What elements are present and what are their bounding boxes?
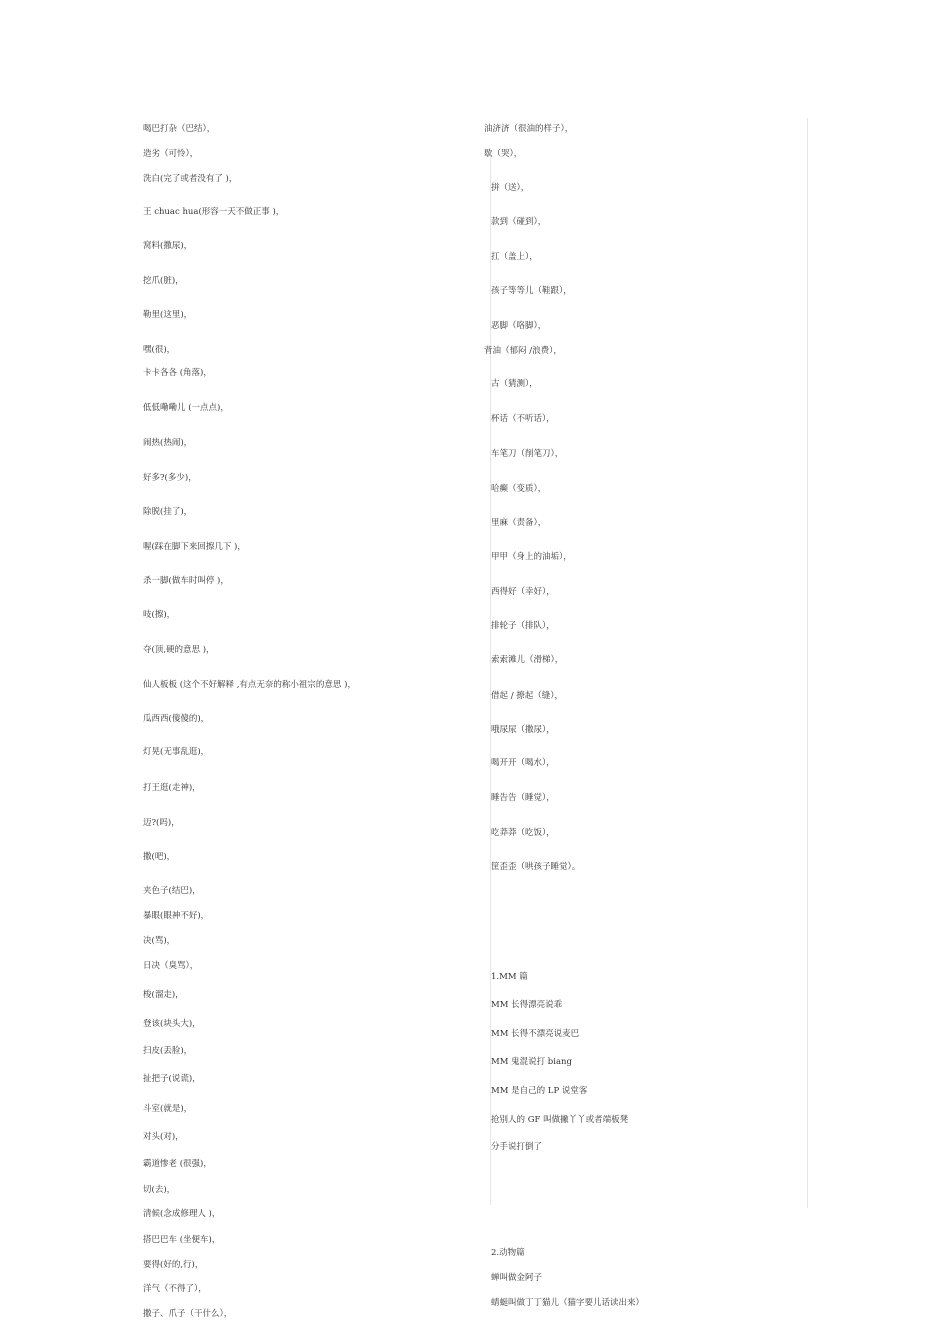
right-column-line: MM 长得漂亮说乖 xyxy=(491,1000,563,1010)
right-column-line: 甲甲（身上的油垢）， xyxy=(491,552,572,562)
left-column-line: 瓜西西(傻傻的)， xyxy=(143,714,210,724)
left-column-line: 扯把子(说谎)， xyxy=(143,1074,201,1084)
left-column-line: 暴眼(眼神不好)， xyxy=(143,911,210,921)
left-column-line: 除脱(挂了)， xyxy=(143,507,193,517)
left-column-line: 喔(踩在脚下来回擦几下 )， xyxy=(143,542,246,552)
left-column-line: 造劣（可怜）， xyxy=(143,149,199,159)
left-column-line: 撒子、爪子（干什么）， xyxy=(143,1309,233,1319)
right-column-line: 喝开开（喝水）， xyxy=(491,758,555,768)
right-column-line: 筐歪歪（哄孩子睡觉）。 xyxy=(491,862,581,872)
left-column-line: 夹色子(结巴)， xyxy=(143,886,201,896)
right-column-line: 杯话（不听话）， xyxy=(491,414,555,424)
left-column-line: 吱(擦)， xyxy=(143,610,176,620)
column-rule-right xyxy=(807,118,808,1208)
left-column-line: 切(去)， xyxy=(143,1185,176,1195)
right-column-line: 车笔刀（削笔刀）， xyxy=(491,449,564,459)
left-column-line: 夺(顶,硬的意思 )， xyxy=(143,645,215,655)
left-column-line: 仙人板板 (这个不好解释 ,有点无奈的称小祖宗的意思 )， xyxy=(143,680,356,690)
right-column-line: 哈癫（变质）， xyxy=(491,484,547,494)
left-column-line: 灯晃(无事乱逛)， xyxy=(143,747,210,757)
left-column-line: 嘿(很)， xyxy=(143,345,176,355)
right-column-line: 恶脚（咯脚）， xyxy=(491,321,547,331)
right-column-line: 索索滩儿（滑梯）， xyxy=(491,655,564,665)
left-column-line: 杀一脚(做车时叫停 )， xyxy=(143,576,229,586)
column-rule-left xyxy=(490,155,491,1205)
right-column-line: 里麻（责备）， xyxy=(491,518,547,528)
right-column-line: 歇（哭）， xyxy=(484,149,523,159)
left-column-line: 王 chuac hua(形容一天不做正事 )， xyxy=(143,207,285,217)
left-column-line: 斗室(就是)， xyxy=(143,1104,193,1114)
left-column-line: 洗白(完了或者没有了 )， xyxy=(143,174,238,184)
right-column-line: 蜻蜓叫做丁丁猫儿（猫字要儿话读出来） xyxy=(491,1298,645,1308)
right-column-line: 油济济（很油的样子）， xyxy=(484,124,574,134)
right-column-line: MM 长得不漂亮说麦巴 xyxy=(491,1029,580,1039)
left-column-line: 卡卡各各 (角落)， xyxy=(143,368,212,378)
left-column-line: 登该(块头大)， xyxy=(143,1019,201,1029)
left-column-line: 窝料(撒尿)， xyxy=(143,241,193,251)
right-column-line: 睡告告（睡觉）， xyxy=(491,793,555,803)
right-column-line: MM 是自己的 LP 说堂客 xyxy=(491,1086,588,1096)
left-column-line: 低低嘞嘞儿 (一点点)， xyxy=(143,403,229,413)
right-column-line: 古（猜测）， xyxy=(491,379,538,389)
right-column-line: 款到（碰到）， xyxy=(491,217,547,227)
right-column-line: 1.MM 篇 xyxy=(491,972,528,982)
left-column-line: 要得(好的,行)， xyxy=(143,1260,204,1270)
right-column-line: 借起 / 撩起（缝）， xyxy=(491,691,564,701)
left-column-line: 勒里(这里)， xyxy=(143,310,193,320)
right-column-line: 排轮子（排队）， xyxy=(491,621,555,631)
left-column-line: 喝巴打杂（巴结）， xyxy=(143,124,216,134)
left-column-line: 霸道惨老 (很强)， xyxy=(143,1159,212,1169)
right-column-line: 抢别人的 GF 叫做撇丫丫或者端板凳 xyxy=(491,1115,629,1125)
left-column-line: 挖爪(脏)， xyxy=(143,276,184,286)
left-column-line: 梭(溜走)， xyxy=(143,990,184,1000)
left-column-line: 搭巴巴车 (坐便车)， xyxy=(143,1235,221,1245)
left-column-line: 洋气（不得了）， xyxy=(143,1284,207,1294)
right-column-line: 西得好（幸好）， xyxy=(491,587,555,597)
right-column-line: 哦尿尿（撒尿）， xyxy=(491,725,555,735)
left-column-line: 决(骂)， xyxy=(143,936,176,946)
left-column-line: 撒(吧)， xyxy=(143,852,176,862)
left-column-line: 日决（臭骂）， xyxy=(143,961,199,971)
left-column-line: 打王逛(走神)， xyxy=(143,783,201,793)
left-column-line: 闹热(热闹)， xyxy=(143,438,193,448)
right-column-line: 背油（郁闷 /浪费）， xyxy=(484,346,562,356)
right-column-line: 吃莽莽（吃饭）， xyxy=(491,828,555,838)
right-column-line: 蝉叫做金阿子 xyxy=(491,1273,543,1283)
right-column-line: 扛（盖上）， xyxy=(491,252,538,262)
right-column-line: 2.动物篇 xyxy=(491,1248,525,1258)
right-column-line: 孩子等等儿（鞋跟）， xyxy=(491,286,572,296)
right-column-line: 拼（送）， xyxy=(491,183,530,193)
right-column-line: 分手说打倒了 xyxy=(491,1142,543,1152)
left-column-line: 好多?(多少)， xyxy=(143,473,197,483)
left-column-line: 清候(念成修理人 )， xyxy=(143,1209,221,1219)
left-column-line: 对头(对)， xyxy=(143,1132,184,1142)
left-column-line: 扫皮(丢脸)， xyxy=(143,1046,193,1056)
right-column-line: MM 鬼混说打 biang xyxy=(491,1057,572,1067)
left-column-line: 迈?(吗)， xyxy=(143,818,180,828)
